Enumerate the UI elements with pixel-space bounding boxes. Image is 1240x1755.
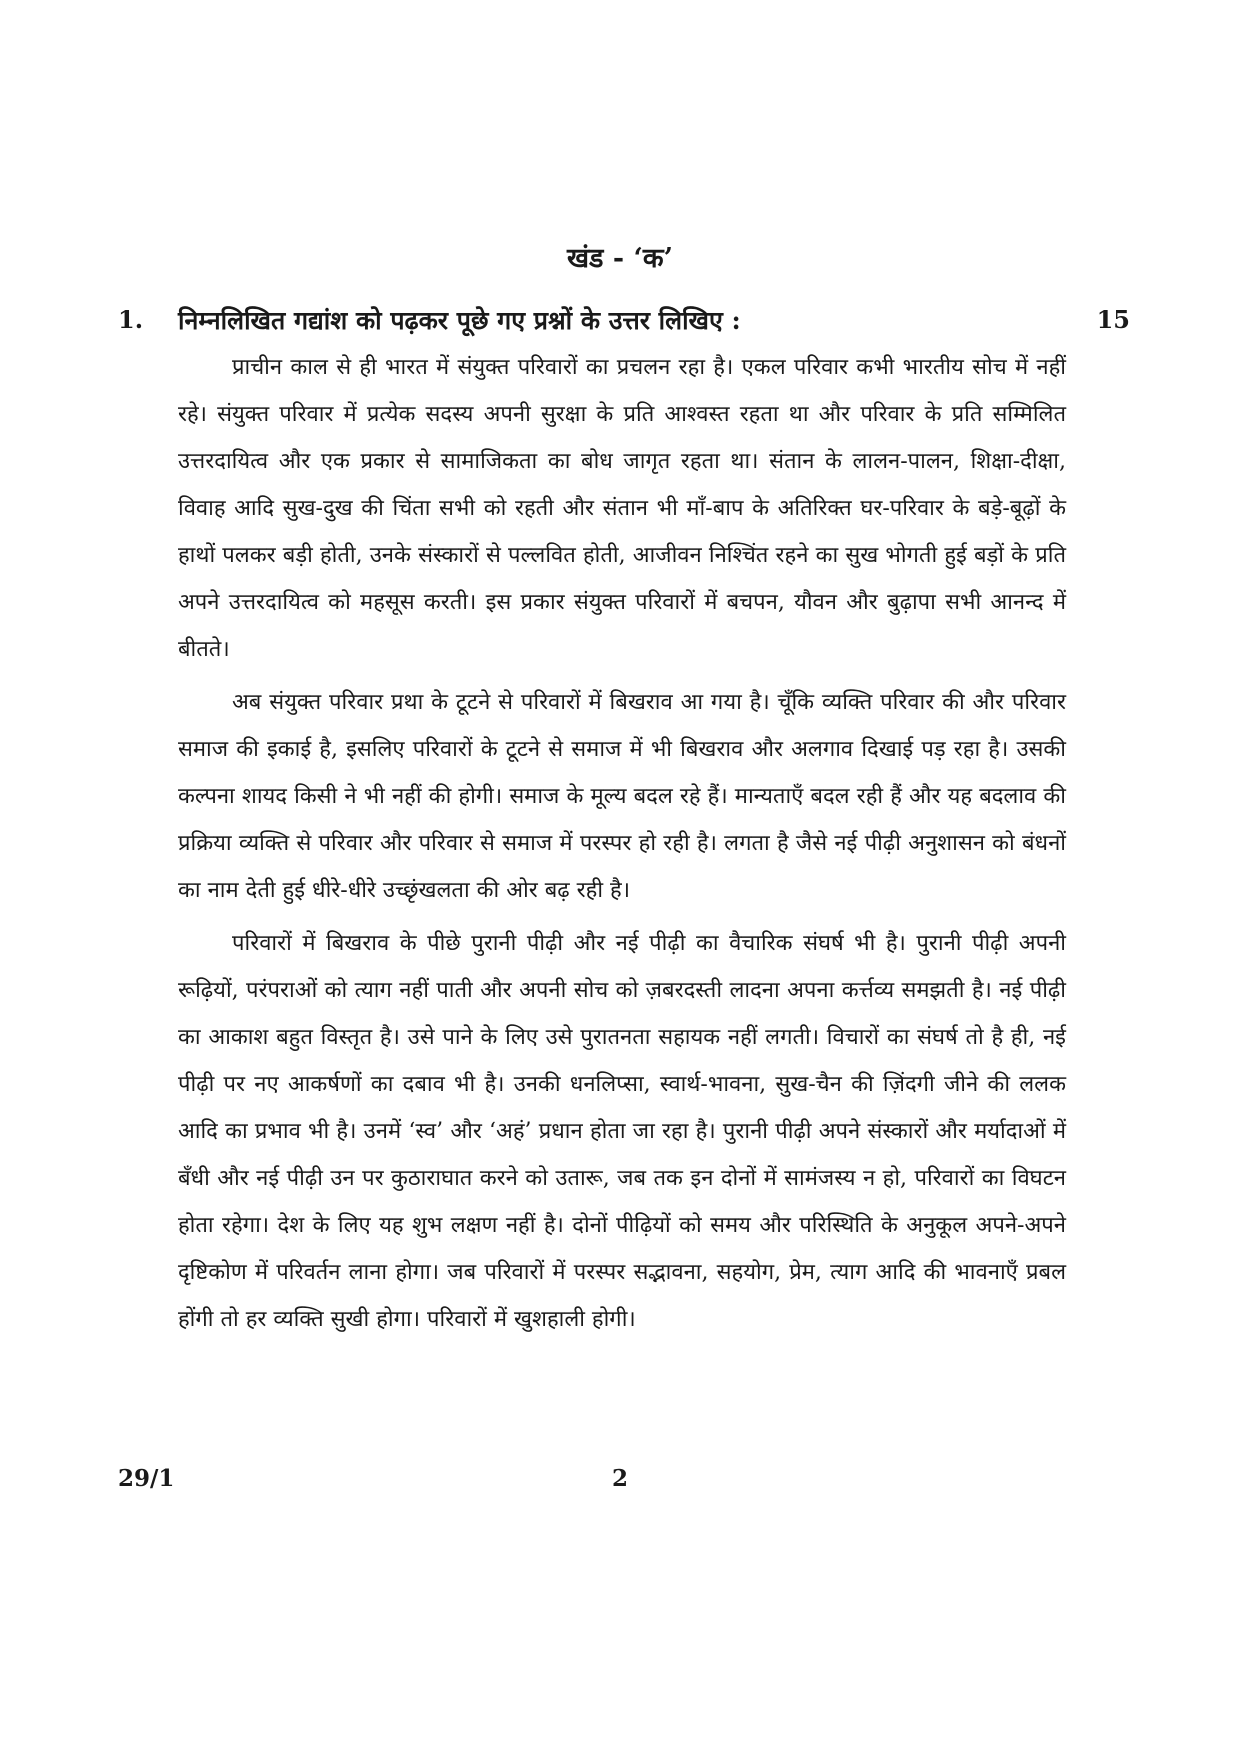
question-text: निम्नलिखित गद्यांश को पढ़कर पूछे गए प्रश्नों के उत्तर लिखिए : <box>178 306 741 335</box>
question-marks: 15 <box>1096 305 1130 334</box>
paper-code: 29/1 <box>118 1465 175 1492</box>
passage-paragraph-1: प्राचीन काल से ही भारत में संयुक्त परिवारों का प्रचलन रहा है। एकल परिवार कभी भारतीय सोच में नहीं रहे। संयुक्त परिवार में प्रत्येक सदस्य अपनी सुरक्षा के प्रति आश्वस्त रहता था और परिवार के प्रति सम्मिलित उत्तरदायित्व और एक प्रकार से सामाजिकता का बोध जागृत रहता था। संतान के लालन-पालन, शिक्षा-दीक्षा, विवाह आदि सुख-दुख की चिंता सभी को रहती और संतान भी माँ-बाप के अतिरिक्त घर-परिवार के बड़े-बूढ़ों के हाथों पलकर बड़ी होती, उनके संस्कारों से पल्लवित होती, आजीवन निश्चिंत रहने का सुख भोगती हुई बड़ों के प्रति अपने उत्तरदायित्व को महसूस करती। इस प्रकार संयुक्त परिवारों में बचपन, यौवन और बुढ़ापा सभी आनन्द में बीतते। <box>178 355 1066 662</box>
page-number: 2 <box>611 1465 628 1492</box>
section-title: खंड - ‘क’ <box>566 243 674 274</box>
passage-paragraph-3: परिवारों में बिखराव के पीछे पुरानी पीढ़ी और नई पीढ़ी का वैचारिक संघर्ष भी है। पुरानी पीढ़ी अपनी रूढ़ियों, परंपराओं को त्याग नहीं पाती और अपनी सोच को ज़बरदस्ती लादना अपना कर्त्तव्य समझती है। नई पीढ़ी का आकाश बहुत विस्तृत है। उसे पाने के लिए उसे पुरातनता सहायक नहीं लगती। विचारों का संघर्ष तो है ही, नई पीढ़ी पर नए आकर्षणों का दबाव भी है। उनकी धनलिप्सा, स्वार्थ-भावना, सुख-चैन की ज़िंदगी जीने की ललक आदि का प्रभाव भी है। उनमें ‘स्व’ और ‘अहं’ प्रधान होता जा रहा है। पुरानी पीढ़ी अपने संस्कारों और मर्यादाओं में बँधी और नई पीढ़ी उन पर कुठाराघात करने को उतारू, जब तक इन दोनों में सामंजस्य न हो, परिवारों का विघटन होता रहेगा। देश के लिए यह शुभ लक्षण नहीं है। दोनों पीढ़ियों को समय और परिस्थिति के अनुकूल अपने-अपने दृष्टिकोण में परिवर्तन लाना होगा। जब परिवारों में परस्पर सद्भावना, सहयोग, प्रेम, त्याग आदि की भावनाएँ प्रबल होंगी तो हर व्यक्ति सुखी होगा। परिवारों में खुशहाली होगी। <box>178 931 1066 1332</box>
passage-paragraph-2: अब संयुक्त परिवार प्रथा के टूटने से परिवारों में बिखराव आ गया है। चूँकि व्यक्ति परिवार की और परिवार समाज की इकाई है, इसलिए परिवारों के टूटने से समाज में भी बिखराव और अलगाव दिखाई पड़ रहा है। उसकी कल्पना शायद किसी ने भी नहीं की होगी। समाज के मूल्य बदल रहे हैं। मान्यताएँ बदल रही हैं और यह बदलाव की प्रक्रिया व्यक्ति से परिवार और परिवार से समाज में परस्पर हो रही है। लगता है जैसे नई पीढ़ी अनुशासन को बंधनों का नाम देती हुई धीरे-धीरे उच्छृंखलता की ओर बढ़ रही है। <box>178 690 1066 903</box>
question-number: 1. <box>118 305 144 334</box>
passage <box>178 344 1066 1349</box>
